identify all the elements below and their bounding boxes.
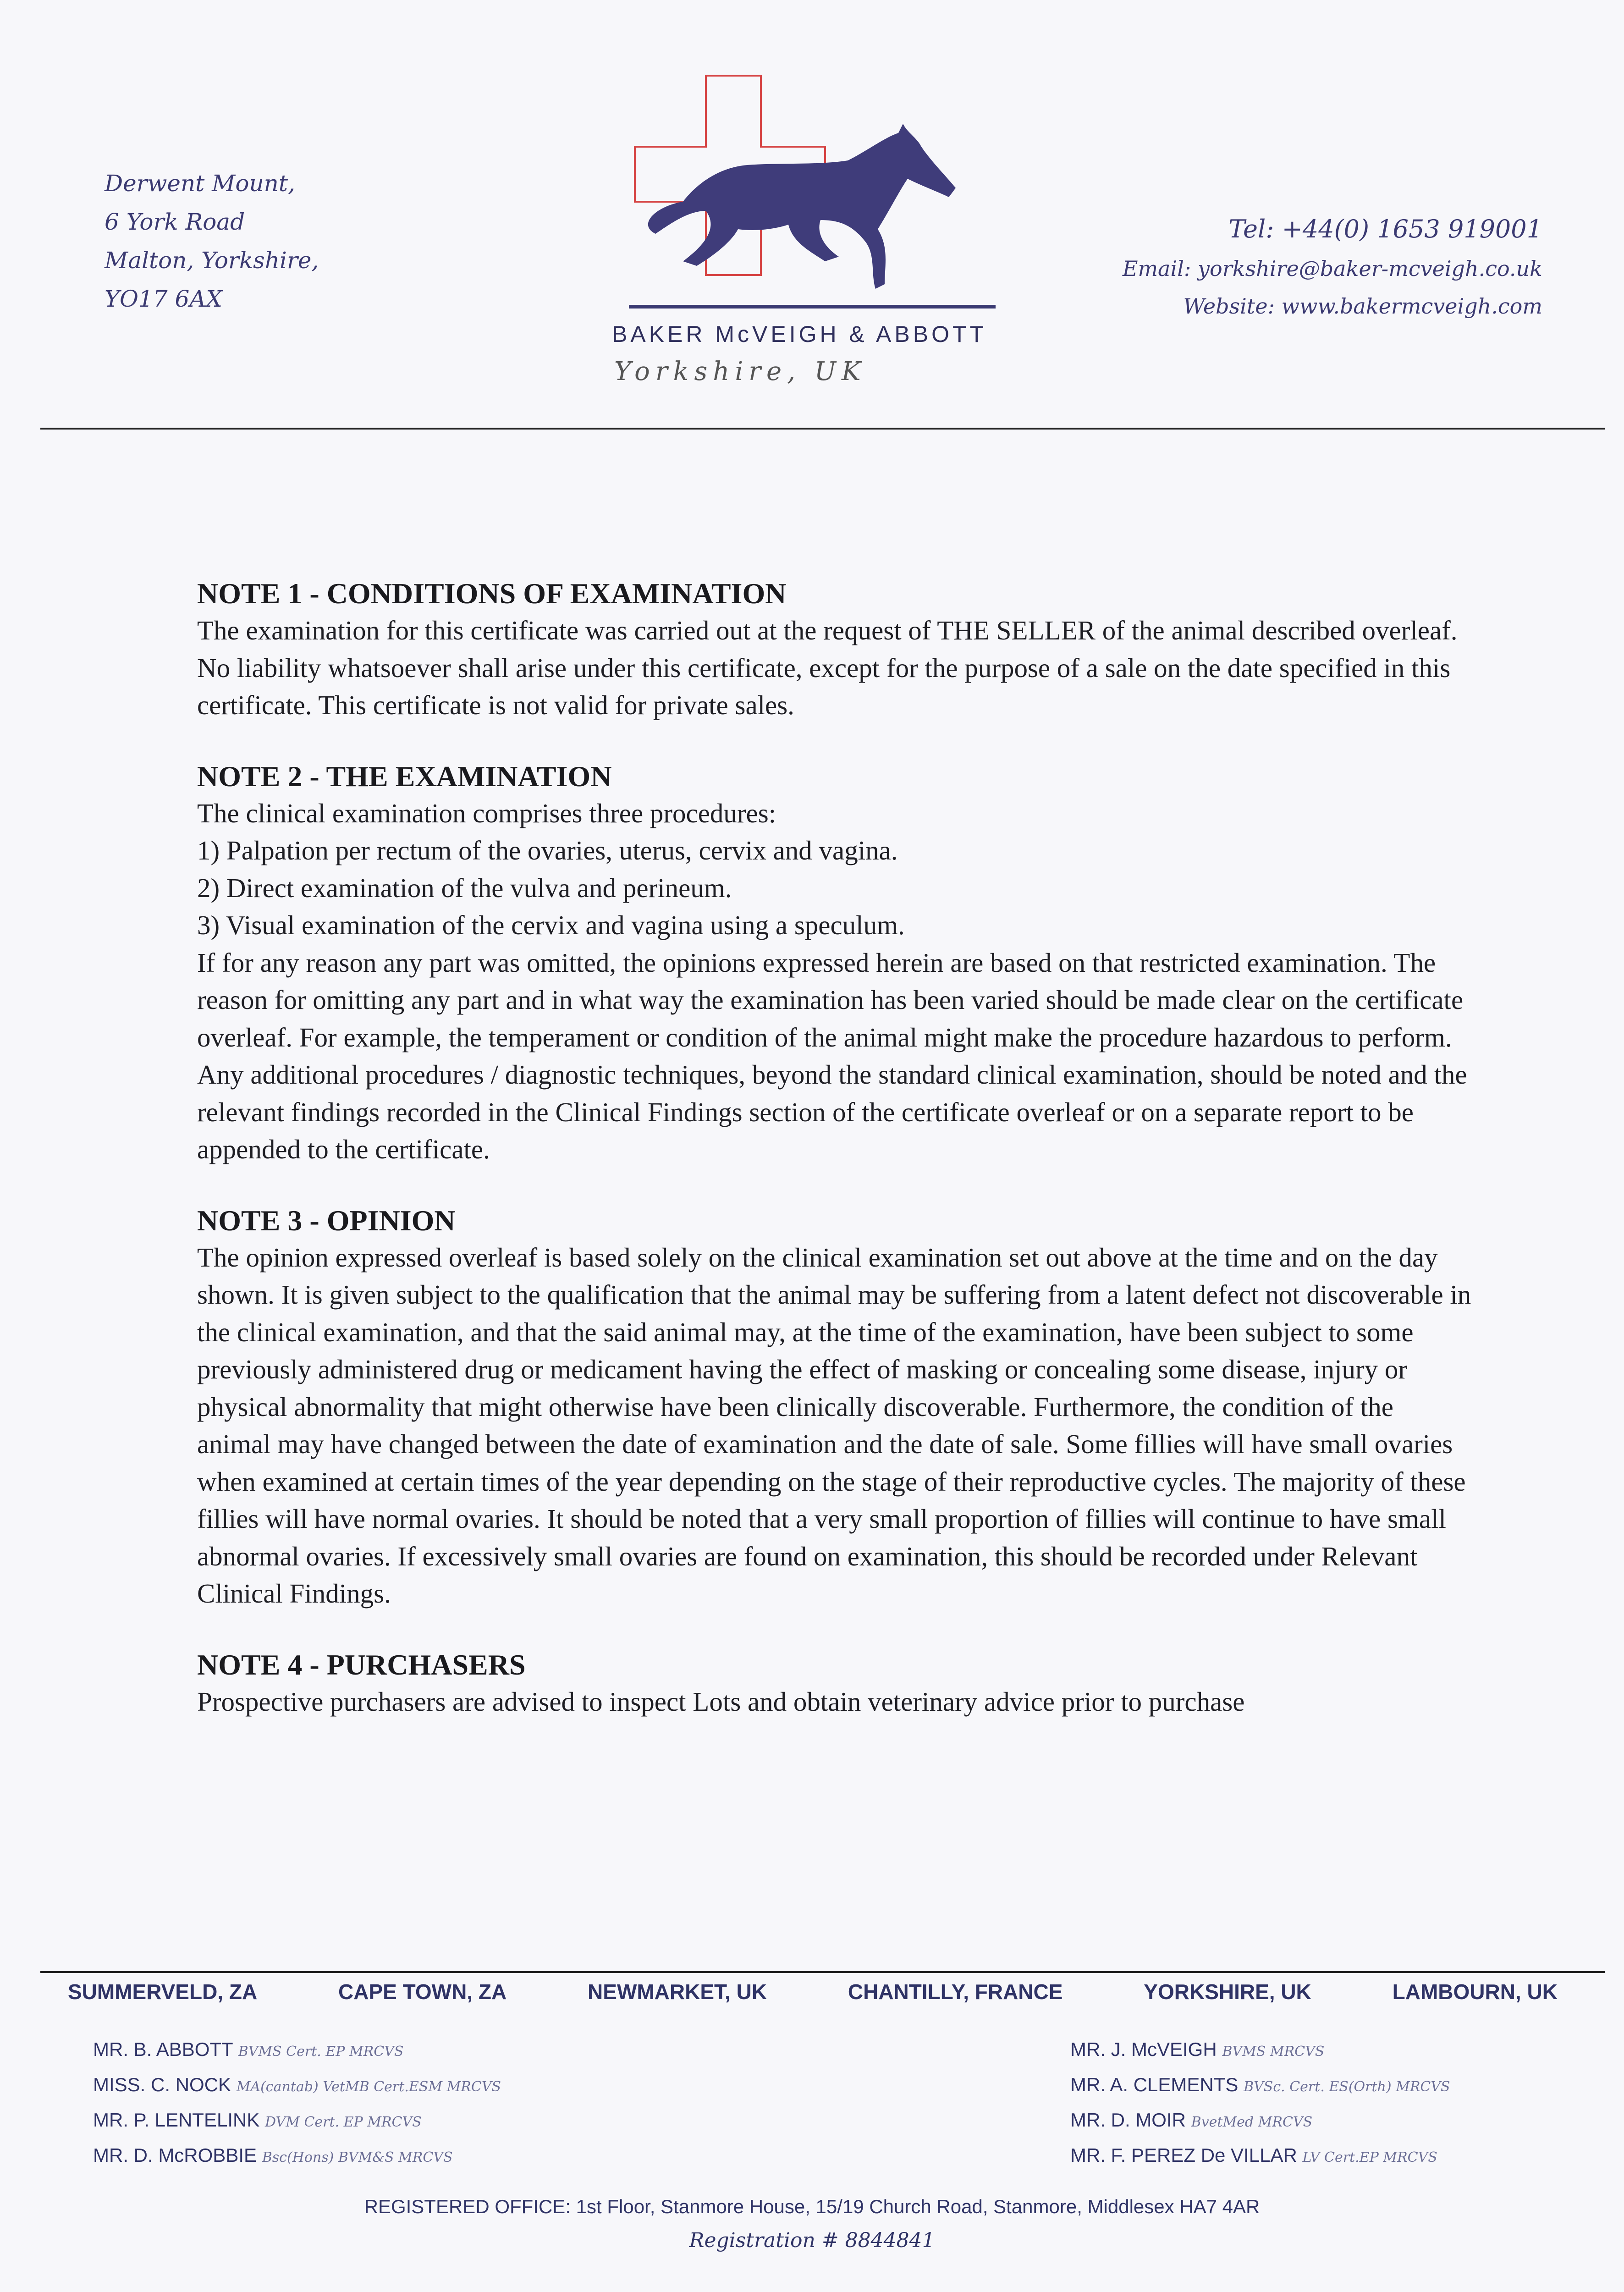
vet-entry <box>1070 2104 1450 2139</box>
address-line: 6 York Road <box>105 209 245 235</box>
note-paragraph: The opinion expressed overleaf is based solely on the clinical examination set out above at the time and on the day shown. It is given subject to the qualification that the animal may be suffering from a latent defect not discoverable in the clinical examination, and that the said animal may, at the time of the examination, have been subject to some previously administered drug or medicament having the effect of masking or concealing some disease, injury or physical abnormality that might otherwise have been clinically discoverable. Furthermore, the condition of the animal may have changed between the date of examination and the date of sale. Some fillies will have small ovaries when examined at certain times of the year depending on the stage of their reproductive cycles. The majority of these fillies will have normal ovaries. It should be noted that a very small proportion of fillies will continue to have small abnormal ovaries. If excessively small ovaries are found on examination, this should be recorded under Relevant Clinical Findings. <box>197 1242 1471 1609</box>
office-location: LAMBOURN, UK <box>1392 1980 1558 2004</box>
office-locations <box>68 1979 1558 2004</box>
vets-right-column <box>1070 2033 1450 2174</box>
note-title: NOTE 1 - CONDITIONS OF EXAMINATION <box>197 577 787 610</box>
sender-address <box>105 164 319 318</box>
vets-left-column <box>93 2033 501 2174</box>
vet-qualifications: BVMS MRCVS <box>1222 2044 1325 2060</box>
vet-qualifications: BVSc. Cert. ES(Orth) MRCVS <box>1244 2079 1450 2095</box>
note-paragraph: If for any reason any part was omitted, the opinions expressed herein are based on that restricted examination. The reason for omitting any part and in what way the examination has been varied should be made clear on the certificate overleaf. For example, the temperament or condition of the animal might make the procedure hazardous to perform. Any additional procedures / diagnostic techniques, beyond the standard clinical examination, should be noted and the relevant findings recorded in the Clinical Findings section of the certificate overleaf or on a separate report to be appended to the certificate. <box>197 947 1467 1164</box>
address-line: Malton, Yorkshire, <box>105 247 319 274</box>
galloping-horse-icon <box>648 124 956 289</box>
website: Website: www.bakermcveigh.com <box>1183 294 1542 319</box>
vet-qualifications: MA(cantab) VetMB Cert.ESM MRCVS <box>236 2079 501 2095</box>
vet-name: MR. F. PEREZ De VILLAR <box>1070 2144 1297 2166</box>
notes-body <box>197 575 1471 1754</box>
note-title: NOTE 3 - OPINION <box>197 1204 456 1237</box>
vet-name: MR. J. McVEIGH <box>1070 2039 1217 2060</box>
vet-qualifications: DVM Cert. EP MRCVS <box>265 2114 422 2130</box>
vet-name: MR. A. CLEMENTS <box>1070 2074 1239 2095</box>
telephone: Tel: +44(0) 1653 919001 <box>1228 215 1542 243</box>
vet-name: MR. D. MOIR <box>1070 2109 1186 2131</box>
vet-entry <box>1070 2068 1450 2104</box>
logo-underline <box>629 305 996 309</box>
vet-name: MR. D. McROBBIE <box>93 2144 257 2166</box>
note-3 <box>197 1202 1471 1613</box>
vet-qualifications: Bsc(Hons) BVM&S MRCVS <box>262 2149 453 2165</box>
note-paragraph: Prospective purchasers are advised to inspect Lots and obtain veterinary advice prior to purchase <box>197 1686 1245 1717</box>
note-title: NOTE 4 - PURCHASERS <box>197 1648 526 1681</box>
vet-name: MR. B. ABBOTT <box>93 2039 233 2060</box>
note-title: NOTE 2 - THE EXAMINATION <box>197 760 612 793</box>
office-location: CAPE TOWN, ZA <box>338 1980 507 2004</box>
office-location: SUMMERVELD, ZA <box>68 1980 258 2004</box>
office-location: CHANTILLY, FRANCE <box>848 1980 1063 2004</box>
address-line: YO17 6AX <box>105 286 223 312</box>
office-location: NEWMARKET, UK <box>588 1980 767 2004</box>
vet-entry <box>1070 2139 1450 2174</box>
vet-entry <box>1070 2033 1450 2068</box>
vet-name: MISS. C. NOCK <box>93 2074 231 2095</box>
brand-location: Yorkshire, UK <box>614 357 866 386</box>
vet-entry <box>93 2068 501 2104</box>
vet-name: MR. P. LENTELINK <box>93 2109 260 2131</box>
horse-cross-logo <box>628 73 1004 312</box>
procedure-item: 1) Palpation per rectum of the ovaries, uterus, cervix and vagina. <box>197 835 898 865</box>
note-paragraph: The clinical examination comprises three procedures: <box>197 798 776 828</box>
note-2 <box>197 758 1471 1168</box>
vet-entry <box>93 2104 501 2139</box>
vet-qualifications: BVMS Cert. EP MRCVS <box>238 2044 404 2060</box>
vet-qualifications: BvetMed MRCVS <box>1191 2114 1313 2130</box>
procedure-item: 3) Visual examination of the cervix and vagina using a speculum. <box>197 910 905 940</box>
office-location: YORKSHIRE, UK <box>1144 1980 1311 2004</box>
address-line: Derwent Mount, <box>105 170 295 197</box>
vet-entry <box>93 2139 501 2174</box>
vet-qualifications: LV Cert.EP MRCVS <box>1302 2149 1437 2165</box>
email: Email: yorkshire@baker-mcveigh.co.uk <box>1122 256 1542 281</box>
registered-office: REGISTERED OFFICE: 1st Floor, Stanmore House, 15/19 Church Road, Stanmore, Middlesex HA7 4AR <box>364 2196 1260 2217</box>
brand-name: BAKER McVEIGH & ABBOTT <box>612 321 987 347</box>
footer-rule <box>40 1971 1605 1973</box>
registration-number: Registration # 8844841 <box>689 2229 935 2252</box>
note-paragraph: The examination for this certificate was carried out at the request of THE SELLER of the animal described overleaf. No liability whatsoever shall arise under this certificate, except for the purpose of a sale on the date specified in this certificate. This certificate is not valid for private sales. <box>197 615 1458 720</box>
contact-block <box>1123 209 1542 325</box>
header-rule <box>40 428 1605 430</box>
note-1 <box>197 575 1471 724</box>
note-4 <box>197 1647 1471 1721</box>
procedure-item: 2) Direct examination of the vulva and perineum. <box>197 872 732 903</box>
vet-entry <box>93 2033 501 2068</box>
